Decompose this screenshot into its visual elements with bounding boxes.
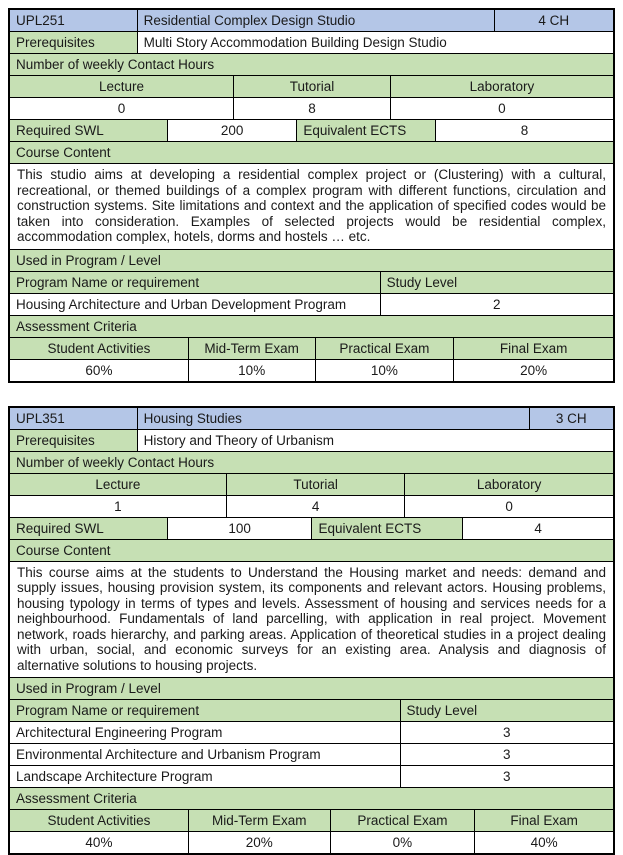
prerequisites-value: History and Theory of Urbanism [137, 430, 613, 451]
course-title: Residential Complex Design Studio [137, 10, 494, 31]
laboratory-value: 0 [404, 496, 613, 517]
program-name-label: Program Name or requirement [10, 700, 400, 721]
contact-hours-header-row [10, 53, 613, 75]
course-table-upl351 [8, 406, 615, 855]
used-in-program-header-row [10, 677, 613, 699]
lecture-label: Lecture [10, 474, 226, 495]
program-name-label: Program Name or requirement [10, 272, 380, 293]
tutorial-value: 4 [226, 496, 404, 517]
course-content-label: Course Content [10, 142, 613, 163]
course-code: UPL251 [10, 10, 137, 31]
swl-ects-row [10, 517, 613, 539]
prerequisites-value: Multi Story Accommodation Building Design Studio [137, 32, 613, 53]
prerequisites-label: Prerequisites [10, 430, 137, 451]
mid-term-value: 20% [188, 832, 330, 853]
program-name: Architectural Engineering Program [10, 722, 400, 743]
assessment-columns-row [10, 337, 613, 359]
credit-hours: 4 CH [494, 10, 613, 31]
equivalent-ects-value: 4 [462, 518, 613, 539]
assessment-header-row [10, 787, 613, 809]
lecture-value: 1 [10, 496, 226, 517]
mid-term-value: 10% [188, 360, 315, 381]
laboratory-value: 0 [390, 98, 613, 119]
practical-value: 10% [315, 360, 454, 381]
tutorial-label: Tutorial [226, 474, 404, 495]
study-level-label: Study Level [380, 272, 613, 293]
contact-hours-header-row [10, 451, 613, 473]
course-header-row [10, 408, 613, 429]
final-value: 40% [474, 832, 613, 853]
contact-hours-values-row [10, 495, 613, 517]
swl-ects-row [10, 119, 613, 141]
assessment-values-row [10, 831, 613, 853]
program-name: Housing Architecture and Urban Development Program [10, 294, 380, 315]
study-level-value: 2 [380, 294, 613, 315]
laboratory-label: Laboratory [404, 474, 613, 495]
lecture-label: Lecture [10, 76, 233, 97]
equivalent-ects-label: Equivalent ECTS [296, 120, 435, 141]
contact-hours-columns-row [10, 75, 613, 97]
practical-label: Practical Exam [315, 338, 454, 359]
course-header-row [10, 10, 613, 31]
equivalent-ects-label: Equivalent ECTS [311, 518, 462, 539]
course-title: Housing Studies [137, 408, 529, 429]
tutorial-label: Tutorial [233, 76, 390, 97]
course-code: UPL351 [10, 408, 137, 429]
final-label: Final Exam [453, 338, 613, 359]
final-label: Final Exam [474, 810, 613, 831]
program-name: Environmental Architecture and Urbanism Program [10, 744, 400, 765]
lecture-value: 0 [10, 98, 233, 119]
course-content-header-row [10, 539, 613, 561]
program-columns-row [10, 271, 613, 293]
assessment-values-row [10, 359, 613, 381]
study-level-value: 3 [400, 744, 613, 765]
program-row [10, 743, 613, 765]
program-row [10, 721, 613, 743]
course-content-row [10, 163, 613, 249]
study-level-value: 3 [400, 722, 613, 743]
contact-hours-label: Number of weekly Contact Hours [10, 452, 613, 473]
tutorial-value: 8 [233, 98, 390, 119]
program-row [10, 293, 613, 315]
program-columns-row [10, 699, 613, 721]
mid-term-label: Mid-Term Exam [188, 810, 330, 831]
laboratory-label: Laboratory [390, 76, 613, 97]
student-activities-value: 40% [10, 832, 188, 853]
credit-hours: 3 CH [529, 408, 613, 429]
assessment-label: Assessment Criteria [10, 788, 613, 809]
assessment-header-row [10, 315, 613, 337]
course-content-row [10, 561, 613, 678]
used-in-program-label: Used in Program / Level [10, 250, 613, 271]
mid-term-label: Mid-Term Exam [188, 338, 315, 359]
study-level-value: 3 [400, 766, 613, 787]
contact-hours-values-row [10, 97, 613, 119]
assessment-columns-row [10, 809, 613, 831]
student-activities-label: Student Activities [10, 338, 188, 359]
equivalent-ects-value: 8 [435, 120, 613, 141]
used-in-program-label: Used in Program / Level [10, 678, 613, 699]
course-content-text: This studio aims at developing a residential complex project or (Clustering) with a cultural, recreational, or themed buildings of a complex program with different functions, circulation and construction systems. Site limitations and context and the application of specified codes would be taken into consideration. Examples of selected projects would be residential complex, accommodation complex, hotels, dorms and hostels … etc. [10, 164, 613, 249]
prerequisites-row [10, 31, 613, 53]
program-name: Landscape Architecture Program [10, 766, 400, 787]
student-activities-value: 60% [10, 360, 188, 381]
assessment-label: Assessment Criteria [10, 316, 613, 337]
contact-hours-label: Number of weekly Contact Hours [10, 54, 613, 75]
course-content-text: This course aims at the students to Understand the Housing market and needs: demand and supply issues, housing provision system, its components and relevant actors. Housing problems, housing typology in terms of types and levels. Assessment of housing and services needs for a neighbourhood. Fundamentals of land parcelling, with application in real project. Movement network, roads hierarchy, and parking areas. Application of theoretical studies in a project dealing with urban, social, and economic surveys for an existing area. Analysis and diagnosis of alternative solutions to housing projects. [10, 562, 613, 678]
program-row [10, 765, 613, 787]
required-swl-label: Required SWL [10, 518, 167, 539]
required-swl-label: Required SWL [10, 120, 167, 141]
study-level-label: Study Level [400, 700, 613, 721]
course-content-label: Course Content [10, 540, 613, 561]
final-value: 20% [453, 360, 613, 381]
contact-hours-columns-row [10, 473, 613, 495]
required-swl-value: 200 [167, 120, 297, 141]
course-table-upl251 [8, 8, 615, 383]
practical-label: Practical Exam [330, 810, 475, 831]
practical-value: 0% [330, 832, 475, 853]
course-content-header-row [10, 141, 613, 163]
prerequisites-label: Prerequisites [10, 32, 137, 53]
prerequisites-row [10, 429, 613, 451]
required-swl-value: 100 [167, 518, 312, 539]
used-in-program-header-row [10, 249, 613, 271]
student-activities-label: Student Activities [10, 810, 188, 831]
